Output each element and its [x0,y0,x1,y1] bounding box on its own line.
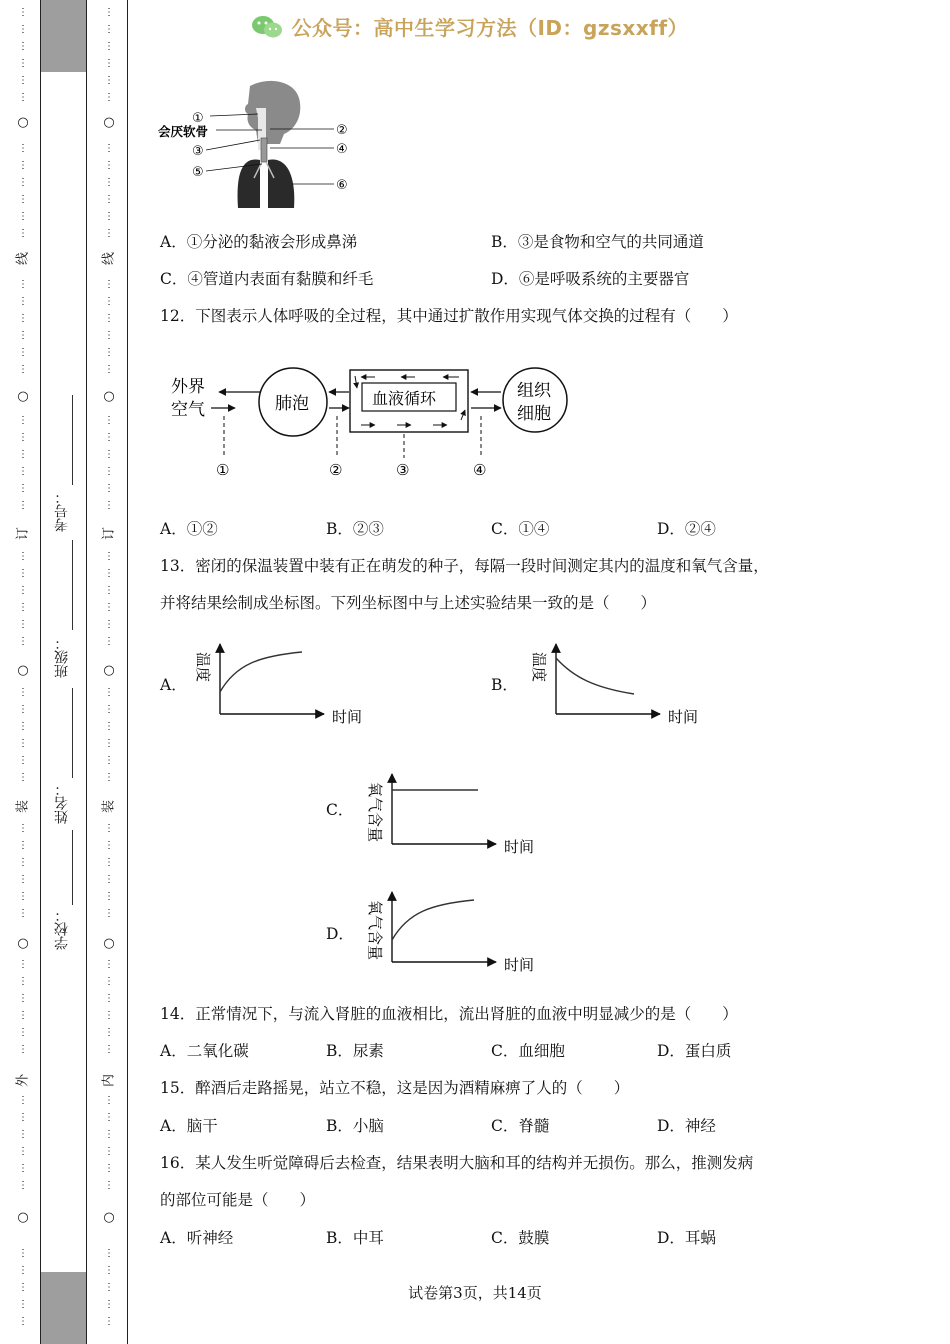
inner-dot: ⋮ [104,891,114,902]
q13-option-a-letter[interactable]: A． [160,676,187,694]
step-1: ① [216,461,230,479]
chart-A-ylabel: 温度 [194,652,212,683]
inner-dot: ⋮ [104,568,114,579]
fig11-label-1: ① [192,111,204,126]
inner-dot: ⋮ [104,279,114,290]
outer-mark-0: 线 [15,252,31,266]
q13-chart-d [360,880,550,980]
inner-dot: ⋮ [104,619,114,630]
outer-dot: ⋮ [18,704,28,715]
inner-dot: ⋮ [104,160,114,171]
outer-dot: ⋮ [18,364,28,375]
inner-dot: ⋮ [104,313,114,324]
q13-option-c-letter[interactable]: C． [326,801,354,819]
q15-option-d[interactable]: D．神经 [657,1117,716,1135]
inner-dot: ⋮ [104,177,114,188]
fig11-label-2: ② [336,123,348,138]
outer-dot: ⋮ [18,959,28,970]
outer-dot: ⋮ [18,721,28,732]
respiration-process-diagram [165,362,575,482]
inner-dot: ⋮ [104,211,114,222]
chart-B-xlabel: 时间 [668,708,699,726]
outer-dot: ⋮ [18,347,28,358]
q12-option-a[interactable]: A．①② [160,520,218,538]
q14-option-b[interactable]: B．尿素 [326,1042,384,1060]
inner-mark-3: 内 [101,1074,117,1088]
inner-dot: ⋮ [104,908,114,919]
inner-dot: ⋮ [104,1316,114,1327]
inner-dot: ⋮ [104,993,114,1004]
q16-option-c[interactable]: C．鼓膜 [491,1229,550,1247]
inner-dot: ⋮ [104,364,114,375]
inner-mark-1: 订 [101,527,117,541]
outer-dot: ⋮ [18,687,28,698]
q15-option-c[interactable]: C．脊髓 [491,1117,550,1135]
outer-mark-3: 外 [15,1074,31,1088]
q11-option-c[interactable]: C．④管道内表面有黏膜和纤毛 [160,270,374,288]
inner-circle-3: ○ [103,936,115,951]
inner-dot: ⋮ [104,976,114,987]
exam-number-label: 考号： [54,490,70,532]
outer-dot: ⋮ [18,619,28,630]
chart-D-ylabel: 氧气含量 [366,900,384,961]
outer-dot: ⋮ [18,602,28,613]
q16-stem-line2: 的部位可能是（ ） [160,1191,316,1209]
outer-dot: ⋮ [18,874,28,885]
outer-dot: ⋮ [18,143,28,154]
respiratory-system-figure [158,78,358,216]
outer-dot: ⋮ [18,75,28,86]
inner-dot: ⋮ [104,75,114,86]
q13-option-d-letter[interactable]: D． [326,925,354,943]
q13-stem-line1: 13．密闭的保温装置中装有正在萌发的种子，每隔一段时间测定其内的温度和氧气含量， [160,557,769,575]
outer-dot: ⋮ [18,857,28,868]
q14-option-c[interactable]: C．血细胞 [491,1042,565,1060]
outer-dot: ⋮ [18,1316,28,1327]
q16-option-a[interactable]: A．听神经 [160,1229,234,1247]
outer-dot: ⋮ [18,891,28,902]
q13-chart-c [360,762,550,858]
outer-dot: ⋮ [18,211,28,222]
outer-dot: ⋮ [18,840,28,851]
inner-dot: ⋮ [104,347,114,358]
outer-circle-4: ○ [17,1210,29,1225]
q16-option-d[interactable]: D．耳蜗 [657,1229,716,1247]
outer-dot: ⋮ [18,41,28,52]
step-2: ② [329,461,343,479]
outer-dot: ⋮ [18,1027,28,1038]
inner-dot: ⋮ [104,1265,114,1276]
inner-dot: ⋮ [104,92,114,103]
inner-dot: ⋮ [104,823,114,834]
inner-circle-2: ○ [103,663,115,678]
q16-stem-line1: 16．某人发生听觉障碍后去检查，结果表明大脑和耳的结构并无损伤。那么，推测发病 [160,1154,754,1172]
binding-band-top [41,0,86,72]
tissue-cells-label-1: 组织 [517,381,551,401]
outer-dot: ⋮ [18,1044,28,1055]
alveoli-label: 肺泡 [275,394,309,414]
outer-circle-1: ○ [17,389,29,404]
outer-dot: ⋮ [18,738,28,749]
inner-dot: ⋮ [104,483,114,494]
outer-dot: ⋮ [18,330,28,341]
chart-C-ylabel: 氧气含量 [366,782,384,843]
outer-dot: ⋮ [18,993,28,1004]
outer-dot: ⋮ [18,908,28,919]
class-label: 班级： [54,636,70,678]
page-number: 试卷第3页，共14页 [408,1284,542,1302]
inner-dot: ⋮ [104,194,114,205]
inner-dot: ⋮ [104,874,114,885]
inner-dot: ⋮ [104,432,114,443]
inner-dot: ⋮ [104,1112,114,1123]
inner-dot: ⋮ [104,1163,114,1174]
inner-dot: ⋮ [104,449,114,460]
inner-dot: ⋮ [104,857,114,868]
header-watermark [250,12,688,41]
inner-dot: ⋮ [104,143,114,154]
outer-dot: ⋮ [18,823,28,834]
inner-dot: ⋮ [104,687,114,698]
outer-dot: ⋮ [18,160,28,171]
outer-dot: ⋮ [18,1010,28,1021]
outer-mark-1: 订 [15,527,31,541]
outside-air-label-1: 外界 [171,377,205,397]
inner-dot: ⋮ [104,1248,114,1259]
q11-option-d[interactable]: D．⑥是呼吸系统的主要器官 [491,270,690,288]
outer-dot: ⋮ [18,194,28,205]
q12-stem: 12．下图表示人体呼吸的全过程，其中通过扩散作用实现气体交换的过程有（ ） [160,307,738,325]
outer-circle-0: ○ [17,115,29,130]
outer-dot: ⋮ [18,772,28,783]
header-text: 公众号：高中生学习方法（ID：gzsxxff） [291,16,689,40]
step-3: ③ [396,461,410,479]
chart-B-series-line [556,658,634,694]
wechat-icon [250,14,284,40]
inner-dot: ⋮ [104,755,114,766]
q11-option-b[interactable]: B．③是食物和空气的共同通道 [491,233,704,251]
tissue-cells-label-2: 细胞 [517,404,551,424]
q12-option-c[interactable]: C．①④ [491,520,550,538]
inner-dot: ⋮ [104,415,114,426]
outer-dot: ⋮ [18,313,28,324]
inner-dot: ⋮ [104,1146,114,1157]
outer-dot: ⋮ [18,1180,28,1191]
q13-chart-b [524,632,714,732]
inner-dot: ⋮ [104,738,114,749]
outer-dot: ⋮ [18,1112,28,1123]
inner-circle-0: ○ [103,115,115,130]
q15-stem: 15．醉酒后走路摇晃，站立不稳，这是因为酒精麻痹了人的（ ） [160,1079,630,1097]
inner-dot: ⋮ [104,228,114,239]
chart-A-series-line [220,652,302,692]
outer-dot: ⋮ [18,1163,28,1174]
q14-option-a[interactable]: A．二氧化碳 [160,1042,249,1060]
inner-dot: ⋮ [104,24,114,35]
q12-option-d[interactable]: D．②④ [657,520,716,538]
chart-B-ylabel: 温度 [530,652,548,683]
outer-dot: ⋮ [18,1248,28,1259]
inner-dot: ⋮ [104,721,114,732]
chart-A-xlabel: 时间 [332,708,363,726]
chart-D-series-line [392,900,474,940]
outer-dot: ⋮ [18,24,28,35]
q13-chart-a [188,632,378,732]
outer-dot: ⋮ [18,585,28,596]
name-label: 姓名： [54,782,70,824]
inner-dot: ⋮ [104,636,114,647]
inner-dot: ⋮ [104,500,114,511]
outer-dot: ⋮ [18,568,28,579]
outer-dot: ⋮ [18,1146,28,1157]
outer-dot: ⋮ [18,58,28,69]
inner-dot: ⋮ [104,602,114,613]
inner-dot: ⋮ [104,1282,114,1293]
q14-stem: 14．正常情况下，与流入肾脏的血液相比，流出肾脏的血液中明显减少的是（ ） [160,1005,738,1023]
outer-dot: ⋮ [18,296,28,307]
outer-dot: ⋮ [18,92,28,103]
fig11-label-4: ④ [336,142,348,157]
outer-mark-2: 装 [15,800,31,814]
outer-dot: ⋮ [18,483,28,494]
inner-dot: ⋮ [104,1044,114,1055]
q14-option-d[interactable]: D．蛋白质 [657,1042,732,1060]
chart-D-xlabel: 时间 [504,956,535,974]
inner-mark-2: 装 [101,800,117,814]
school-label: 学校： [54,908,70,950]
outer-dot: ⋮ [18,755,28,766]
outer-dot: ⋮ [18,1299,28,1310]
outer-dot: ⋮ [18,1129,28,1140]
inner-dot: ⋮ [104,704,114,715]
inner-dot: ⋮ [104,840,114,851]
inner-dot: ⋮ [104,330,114,341]
inner-dot: ⋮ [104,41,114,52]
inner-dot: ⋮ [104,585,114,596]
outer-dot: ⋮ [18,432,28,443]
inner-dot: ⋮ [104,959,114,970]
outer-dot: ⋮ [18,551,28,562]
outer-dot: ⋮ [18,976,28,987]
fig11-label-3: ③ [192,144,204,159]
inner-dot: ⋮ [104,1129,114,1140]
outer-circle-2: ○ [17,663,29,678]
outer-dot: ⋮ [18,466,28,477]
q11-option-a[interactable]: A．①分泌的黏液会形成鼻涕 [160,233,358,251]
inner-binding-column [98,0,120,1344]
inner-dot: ⋮ [104,1010,114,1021]
outer-binding-column [12,0,34,1344]
inner-dot: ⋮ [104,551,114,562]
outer-dot: ⋮ [18,449,28,460]
inner-dot: ⋮ [104,466,114,477]
inner-circle-4: ○ [103,1210,115,1225]
q13-option-b-letter[interactable]: B． [491,676,518,694]
fig11-label-epiglottis: 会厌软骨 [158,124,209,139]
outer-dot: ⋮ [18,279,28,290]
inner-dot: ⋮ [104,772,114,783]
fig11-label-5: ⑤ [192,165,204,180]
outer-dot: ⋮ [18,177,28,188]
inner-dot: ⋮ [104,1027,114,1038]
q15-option-b[interactable]: B．小脑 [326,1117,384,1135]
outer-dot: ⋮ [18,1265,28,1276]
outer-dot: ⋮ [18,1282,28,1293]
outer-dot: ⋮ [18,636,28,647]
inner-dot: ⋮ [104,58,114,69]
outer-dot: ⋮ [18,500,28,511]
outside-air-label-2: 空气 [171,400,205,420]
inner-dot: ⋮ [104,1095,114,1106]
circulation-label: 血液循环 [372,389,437,408]
outer-dot: ⋮ [18,415,28,426]
q15-option-a[interactable]: A．脑干 [160,1117,218,1135]
outer-dot: ⋮ [18,228,28,239]
step-4: ④ [473,461,487,479]
q13-stem-line2: 并将结果绘制成坐标图。下列坐标图中与上述实验结果一致的是（ ） [160,594,657,612]
q12-option-b[interactable]: B．②③ [326,520,384,538]
fig11-label-6: ⑥ [336,178,348,193]
inner-dot: ⋮ [104,7,114,18]
outer-circle-3: ○ [17,936,29,951]
inner-dot: ⋮ [104,1180,114,1191]
chart-C-xlabel: 时间 [504,838,535,856]
q16-option-b[interactable]: B．中耳 [326,1229,384,1247]
inner-circle-1: ○ [103,389,115,404]
outer-dot: ⋮ [18,1095,28,1106]
outer-dot: ⋮ [18,7,28,18]
inner-mark-0: 线 [101,252,117,266]
inner-dot: ⋮ [104,296,114,307]
inner-dot: ⋮ [104,1299,114,1310]
